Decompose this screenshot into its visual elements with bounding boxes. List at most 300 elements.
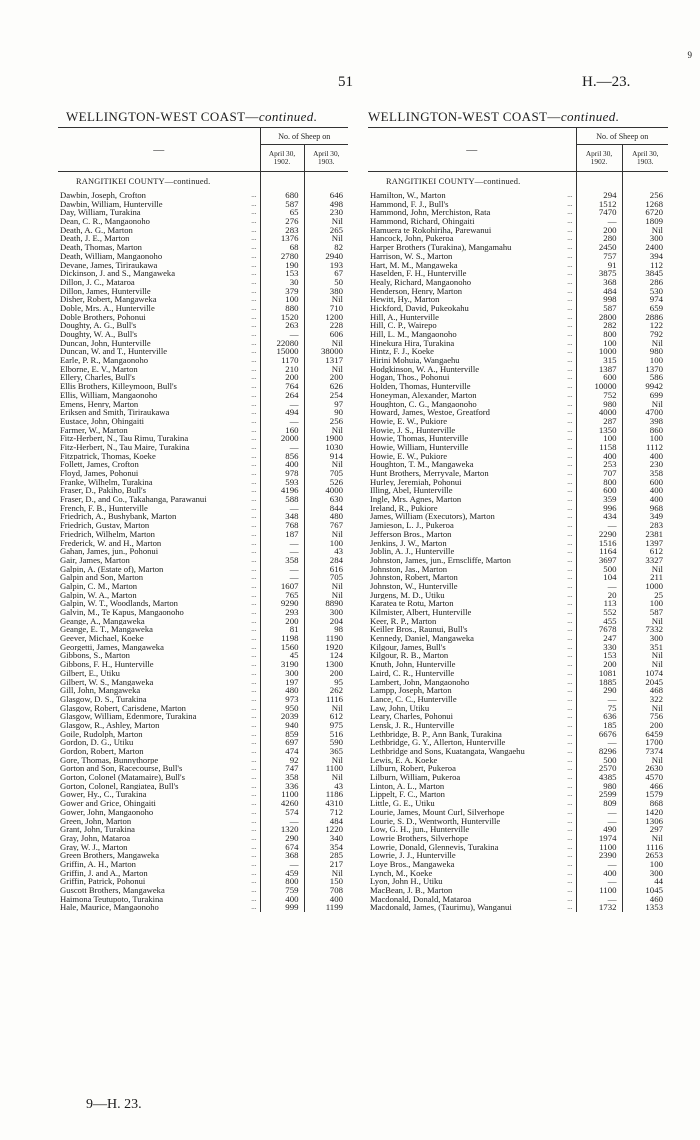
sheep-1902: 1170 [260, 356, 304, 365]
leader-dots: ... [251, 425, 257, 434]
sheep-1903: Nil [304, 426, 348, 435]
leader-dots: ... [251, 755, 257, 764]
leader-dots: ... [251, 217, 257, 226]
sheep-1902: 2800 [576, 313, 622, 322]
entry-name: Emens, Henry, Marton [60, 399, 139, 409]
sheep-1903: 1199 [304, 903, 348, 912]
sheep-1902: 707 [576, 469, 622, 478]
table-row [368, 591, 668, 600]
entry-name: Hamilton, W., Marton [370, 191, 446, 200]
leader-dots: ... [567, 225, 573, 234]
leader-dots: ... [251, 277, 257, 286]
sheep-1902: 4385 [576, 773, 622, 782]
table-row [58, 330, 348, 339]
sheep-1903: 256 [304, 417, 348, 426]
entry-name: Howie, J. S., Hunterville [370, 425, 456, 435]
leader-dots: ... [567, 634, 573, 643]
sheep-1903: Nil [304, 217, 348, 226]
entry-name: Duncan, W. and T., Hunterville [60, 347, 168, 357]
entry-name: Kilgour, James, Bull's [370, 642, 446, 652]
entry-name: Ireland, R., Pukiore [370, 503, 438, 513]
sheep-1903: Nil [622, 834, 668, 843]
sheep-1903: 3845 [622, 269, 668, 278]
sheep-1902: 160 [260, 426, 304, 435]
table-row [368, 877, 668, 886]
leader-dots: ... [567, 330, 573, 338]
leader-dots: ... [567, 608, 573, 616]
table-row [368, 452, 668, 461]
leader-dots: ... [567, 573, 573, 582]
sheep-1902: — [260, 547, 304, 556]
entry-name: Gair, James, Marton [60, 555, 130, 565]
entry-name: MacBean, J. B., Marton [370, 886, 453, 895]
sheep-1903: 480 [304, 512, 348, 521]
table-row [58, 504, 348, 513]
leader-dots: ... [251, 303, 257, 312]
entry-name: Hill, C. P., Wairepo [370, 321, 437, 330]
leader-dots: ... [251, 642, 257, 651]
sheep-1903: 4000 [304, 486, 348, 495]
entry-name: Jefferson Bros., Marton [370, 529, 452, 539]
entry-name: Gore, Thomas, Bunnythorpe [60, 755, 159, 765]
sheep-1903: 2630 [622, 764, 668, 773]
sheep-1902: 1198 [260, 634, 304, 643]
sheep-1903: 7332 [622, 625, 668, 634]
sheep-1903: 616 [304, 565, 348, 574]
table-row [368, 330, 668, 339]
table-row [368, 782, 668, 791]
entry-name: Dawbin, William, Hunterville [60, 199, 163, 209]
sheep-1903: 590 [304, 738, 348, 747]
table-row [58, 634, 348, 643]
table-row [58, 678, 348, 687]
sheep-1903: 38000 [304, 347, 348, 356]
entry-name: Kennedy, Daniel, Mangaweka [370, 634, 474, 643]
sheep-1902: — [576, 521, 622, 530]
table-row [58, 825, 348, 834]
sheep-1902: 593 [260, 478, 304, 487]
sheep-1903: 200 [304, 373, 348, 382]
sheep-1902: 276 [260, 217, 304, 226]
leader-dots: ... [251, 851, 257, 860]
table-row [58, 408, 348, 417]
entry-name: Lensk, J. R., Hunterville [370, 720, 455, 730]
sheep-1903: 646 [304, 191, 348, 200]
sheep-1902: 484 [576, 287, 622, 296]
leader-dots: ... [251, 356, 257, 365]
sheep-1903: 400 [622, 452, 668, 461]
sheep-1903: 1000 [622, 582, 668, 591]
sheep-1902: 264 [260, 391, 304, 400]
entry-name: Devane, James, Tiriraukawa [60, 260, 158, 270]
entry-name: Lourie, S. D., Wentworth, Hunterville [370, 816, 501, 826]
entry-name: Lilburn, William, Pukeroa [370, 773, 461, 782]
sheep-1903: Nil [304, 773, 348, 782]
sheep-1902: 368 [260, 851, 304, 860]
leader-dots: ... [567, 356, 573, 365]
sheep-1902: 2039 [260, 712, 304, 721]
sheep-1903: 300 [622, 869, 668, 878]
table-row [58, 860, 348, 869]
sheep-1902: 752 [576, 391, 622, 400]
sheep-1902: 474 [260, 747, 304, 756]
sheep-1902: 588 [260, 495, 304, 504]
sheep-1902: 500 [576, 756, 622, 765]
sheep-1903: 217 [304, 860, 348, 869]
leader-dots: ... [251, 312, 257, 321]
sheep-1902: 185 [576, 721, 622, 730]
sheep-1903: 659 [622, 304, 668, 313]
sheep-1902: 8296 [576, 747, 622, 756]
sheep-1903: 340 [304, 834, 348, 843]
leader-dots: ... [251, 764, 257, 773]
entry-name: Henderson, Henry, Marton [370, 286, 463, 296]
sheep-1903: 1900 [304, 434, 348, 443]
sheep-1902: 880 [260, 304, 304, 313]
leader-dots: ... [567, 651, 573, 660]
entry-name: Death, A. G., Marton [60, 225, 133, 235]
entry-name: Hale, Maurice, Mangaonoho [60, 903, 159, 913]
leader-dots: ... [567, 547, 573, 556]
page-number: 51 [338, 74, 353, 90]
sheep-1902: 4196 [260, 486, 304, 495]
sheep-1902: 600 [576, 486, 622, 495]
leader-dots: ... [567, 773, 573, 782]
table-row [368, 869, 668, 878]
table-row [58, 426, 348, 435]
leader-dots: ... [567, 286, 573, 295]
sheep-1902: — [260, 817, 304, 826]
leader-dots: ... [567, 590, 573, 599]
sheep-1903: 712 [304, 808, 348, 817]
sheep-1903: 1370 [622, 365, 668, 374]
entry-name: Galpin and Son, Marton [60, 573, 144, 582]
sheep-1902: 1607 [260, 582, 304, 591]
leader-dots: ... [567, 581, 573, 590]
sheep-1903: 1030 [304, 443, 348, 452]
leader-dots: ... [251, 781, 257, 790]
table-row [368, 547, 668, 556]
sheep-1903: 498 [304, 200, 348, 209]
sheep-1903: 792 [622, 330, 668, 339]
sheep-1902: 1512 [576, 200, 622, 209]
table-row [58, 304, 348, 313]
page-mark: 9 [687, 50, 692, 60]
table-row [58, 591, 348, 600]
entry-name: Illing, Abel, Hunterville [370, 486, 453, 496]
sheep-1902: 757 [576, 252, 622, 261]
table-row [368, 486, 668, 495]
leader-dots: ... [567, 625, 573, 634]
table-row [58, 565, 348, 574]
sheep-1903: Nil [304, 295, 348, 304]
sheep-1903: 980 [622, 347, 668, 356]
sheep-1903: Nil [622, 651, 668, 660]
sheep-1903: Nil [304, 460, 348, 469]
sheep-1902: 200 [260, 373, 304, 382]
left-title-continued: continued. [258, 109, 318, 124]
sheep-1902: 293 [260, 608, 304, 617]
table-row [58, 347, 348, 356]
table-row [368, 886, 668, 895]
sheep-1903: 200 [304, 669, 348, 678]
sheep-1902: 940 [260, 721, 304, 730]
sheep-1902: 697 [260, 738, 304, 747]
sheep-1902: — [260, 330, 304, 339]
leader-dots: ... [251, 712, 257, 721]
entry-name: Ellis Brothers, Killeymoon, Bull's [60, 382, 177, 391]
sheep-1903: 354 [304, 843, 348, 852]
sheep-1902: — [576, 738, 622, 747]
sheep-1903: 365 [304, 747, 348, 756]
table-row [58, 530, 348, 539]
entry-name: Honeyman, Alexander, Marton [370, 390, 477, 400]
left-title-text: WELLINGTON-WEST COAST— [66, 109, 259, 124]
entry-name: Doble, Mrs. A., Hunterville [60, 303, 155, 313]
entry-name: Holden, Thomas, Hunterville [370, 382, 471, 391]
leader-dots: ... [567, 616, 573, 625]
leader-dots: ... [567, 295, 573, 304]
entry-name: Gibbons, F. H., Hunterville [60, 660, 154, 669]
sheep-1903: 1112 [622, 443, 668, 452]
table-row [368, 200, 668, 209]
sheep-1903: 8890 [304, 599, 348, 608]
leader-dots: ... [567, 833, 573, 842]
right-title-text: WELLINGTON-WEST COAST— [368, 109, 561, 124]
entry-name: Lowrie, J. J., Hunterville [370, 851, 456, 860]
sheep-1903: 122 [622, 321, 668, 330]
sheep-1903: 82 [304, 243, 348, 252]
leader-dots: ... [567, 712, 573, 721]
sheep-1902: 1387 [576, 365, 622, 374]
entry-name: Death, William, Mangaonoho [60, 251, 163, 261]
entry-name: Hirini Mohuia, Wangaehu [370, 356, 460, 365]
sheep-1903: 1317 [304, 356, 348, 365]
table-row [368, 686, 668, 695]
leader-dots: ... [251, 199, 257, 208]
sheep-1903: 100 [622, 434, 668, 443]
entry-name: Hancock, John, Pukeroa [370, 234, 454, 244]
left-header-1903: April 30, 1903. [304, 145, 348, 172]
entry-name: Goile, Rudolph, Marton [60, 729, 143, 739]
sheep-1903: 400 [304, 895, 348, 904]
entry-name: Gahan, James, jun., Pohonui [60, 547, 159, 556]
sheep-1903: 1268 [622, 200, 668, 209]
sheep-1903: 1074 [622, 669, 668, 678]
sheep-1902: 459 [260, 869, 304, 878]
entry-name: Knuth, John, Hunterville [370, 660, 456, 669]
entry-name: Gower and Grice, Ohingaiti [60, 799, 156, 808]
sheep-1902: 587 [260, 200, 304, 209]
entry-name: Harper Brothers (Turakina), Mangamahu [370, 243, 512, 252]
sheep-1903: 1186 [304, 790, 348, 799]
sheep-1902: 674 [260, 843, 304, 852]
left-sheep-table [58, 127, 348, 912]
sheep-1903: 708 [304, 886, 348, 895]
sheep-1902: 2780 [260, 252, 304, 261]
entry-name: Death, J. E., Marton [60, 234, 130, 244]
table-row [368, 678, 668, 687]
table-row [58, 747, 348, 756]
sheep-1903: Nil [622, 756, 668, 765]
table-row [368, 608, 668, 617]
sheep-1902: 998 [576, 295, 622, 304]
table-row [368, 599, 668, 608]
table-row [368, 478, 668, 487]
entry-name: Haselden, F. H., Hunterville [370, 269, 467, 278]
sheep-1903: Nil [622, 226, 668, 235]
sheep-1902: 950 [260, 704, 304, 713]
entry-name: Dillon, J. C., Mataroa [60, 277, 135, 287]
leader-dots: ... [567, 442, 573, 451]
table-row [58, 278, 348, 287]
entry-name: Ellery, Charles, Bull's [60, 373, 135, 383]
sheep-1903: Nil [622, 660, 668, 669]
table-row [368, 408, 668, 417]
sheep-1903: 150 [304, 877, 348, 886]
table-row [368, 651, 668, 660]
sheep-1903: 530 [622, 287, 668, 296]
table-row [58, 208, 348, 217]
sheep-1903: 460 [622, 895, 668, 904]
leader-dots: ... [567, 677, 573, 686]
entry-name: Frederick, W. and H., Marton [60, 538, 162, 548]
sheep-1902: 253 [576, 460, 622, 469]
leader-dots: ... [567, 469, 573, 477]
table-row [368, 304, 668, 313]
entry-name: Kilgour, R. B., Marton [370, 651, 449, 661]
sheep-1902: 1974 [576, 834, 622, 843]
entry-name: Friedrich, Gustav, Marton [60, 521, 150, 530]
sheep-1903: 43 [304, 782, 348, 791]
table-row [368, 434, 668, 443]
table-row [58, 686, 348, 695]
leader-dots: ... [567, 399, 573, 408]
sheep-1902: 358 [260, 556, 304, 565]
entry-name: Griffin, Patrick, Pohonui [60, 877, 146, 886]
sheep-1902: — [260, 400, 304, 409]
entry-name: Galvin, M., Te Kapus, Mangaonoho [60, 608, 184, 617]
leader-dots: ... [251, 251, 257, 260]
sheep-1902: 480 [260, 686, 304, 695]
entry-name: Farmer, W., Marton [60, 425, 128, 435]
entry-name: Gorton, Colonel, Rangiatea, Bull's [60, 781, 179, 791]
sheep-1903: 400 [622, 486, 668, 495]
leader-dots: ... [251, 295, 257, 304]
entry-name: Howie, E. W., Pukiore [370, 416, 448, 426]
table-row [368, 313, 668, 322]
sheep-1903: Nil [622, 617, 668, 626]
sheep-1903: 767 [304, 521, 348, 530]
sheep-1902: 283 [260, 226, 304, 235]
sheep-1903: 1353 [622, 903, 668, 912]
sheep-1903: 100 [622, 356, 668, 365]
table-row [58, 877, 348, 886]
sheep-1903: 265 [304, 226, 348, 235]
table-row [368, 643, 668, 652]
sheep-1903: 204 [304, 617, 348, 626]
entry-name: Howie, William, Hunterville [370, 442, 469, 452]
table-row [58, 782, 348, 791]
sheep-1903: 6459 [622, 730, 668, 739]
table-row [368, 261, 668, 270]
table-row [368, 573, 668, 582]
table-row [58, 851, 348, 860]
leader-dots: ... [251, 868, 257, 877]
entry-name: Keer, R. P., Marton [370, 616, 437, 626]
sheep-1903: 200 [622, 721, 668, 730]
sheep-1903: 97 [304, 400, 348, 409]
leader-dots: ... [567, 521, 573, 530]
entry-name: Griffin, A. H., Marton [60, 859, 136, 869]
leader-dots: ... [567, 720, 573, 729]
table-row [58, 191, 348, 200]
leader-dots: ... [567, 799, 573, 808]
sheep-1903: 606 [304, 330, 348, 339]
table-row [58, 261, 348, 270]
leader-dots: ... [251, 720, 257, 729]
table-row [368, 790, 668, 799]
table-row [368, 191, 668, 200]
table-row [368, 460, 668, 469]
sheep-1902: 1100 [576, 886, 622, 895]
leader-dots: ... [251, 529, 257, 538]
sheep-1903: 2045 [622, 678, 668, 687]
sheep-1903: 612 [622, 547, 668, 556]
table-row [368, 252, 668, 261]
sheep-1903: 254 [304, 391, 348, 400]
leader-dots: ... [251, 321, 257, 330]
entry-name: Fraser, D., Pakiho, Bull's [60, 486, 146, 496]
leader-dots: ... [251, 286, 257, 295]
table-row [368, 843, 668, 852]
sheep-1902: 1560 [260, 643, 304, 652]
table-row [58, 704, 348, 713]
sheep-1902: 100 [260, 295, 304, 304]
leader-dots: ... [567, 251, 573, 260]
entry-name: Lewis, E. A. Koeke [370, 755, 438, 765]
entry-name: Hunt Brothers, Merryvale, Marton [370, 469, 489, 478]
leader-dots: ... [251, 738, 257, 747]
sheep-1902: 1158 [576, 443, 622, 452]
sheep-1903: 297 [622, 825, 668, 834]
table-row [58, 808, 348, 817]
sheep-1902: 500 [576, 565, 622, 574]
sheep-1902: 856 [260, 452, 304, 461]
sheep-1903: 193 [304, 261, 348, 270]
table-row [368, 669, 668, 678]
table-row [368, 365, 668, 374]
table-row [58, 382, 348, 391]
sheep-1902: 68 [260, 243, 304, 252]
leader-dots: ... [251, 495, 257, 504]
leader-dots: ... [567, 503, 573, 512]
leader-dots: ... [251, 625, 257, 634]
sheep-1902: 104 [576, 573, 622, 582]
table-row [368, 391, 668, 400]
entry-name: Gilbert, W. S., Mangaweka [60, 677, 154, 687]
sheep-1902: 747 [260, 764, 304, 773]
leader-dots: ... [251, 903, 257, 912]
leader-dots: ... [251, 825, 257, 834]
sheep-1903: 914 [304, 452, 348, 461]
leader-dots: ... [567, 277, 573, 286]
entry-name: Lethbridge, B. P., Ann Bank, Turakina [370, 729, 502, 739]
sheep-1903: 1420 [622, 808, 668, 817]
sheep-1902: 765 [260, 591, 304, 600]
leader-dots: ... [251, 364, 257, 373]
entry-name: Keiller Bros., Raunui, Bull's [370, 625, 468, 635]
